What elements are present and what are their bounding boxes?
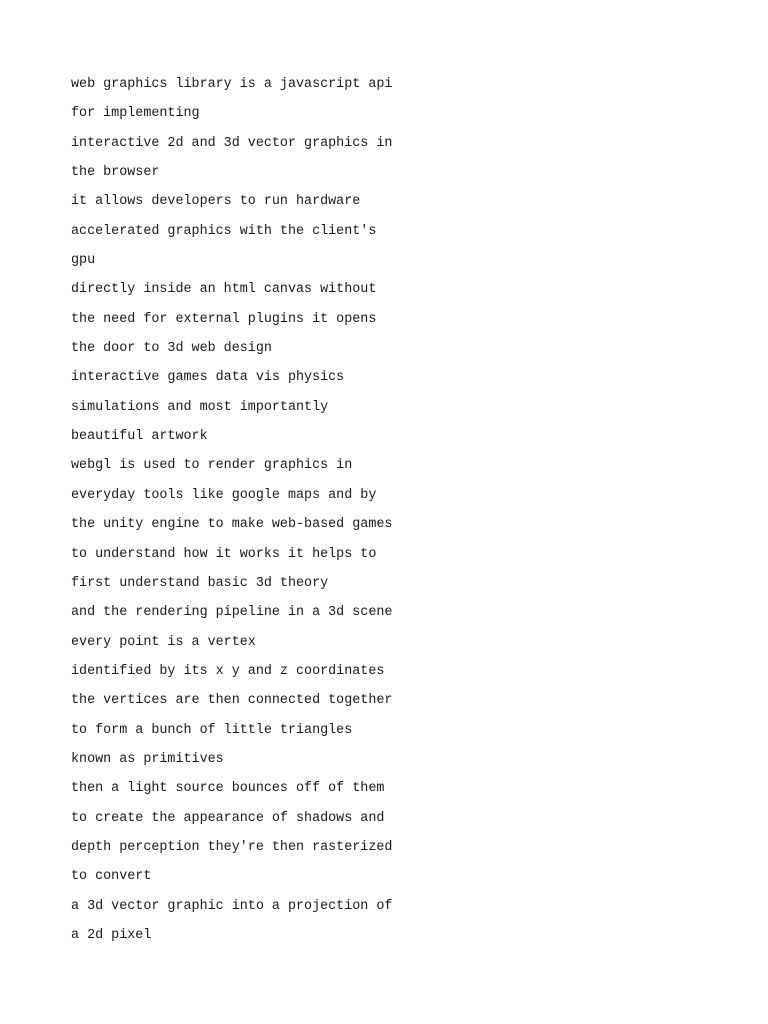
text-line: to understand how it works it helps to [71,546,377,562]
text-line: webgl is used to render graphics in [71,458,353,474]
transcript-text-block [71,70,731,950]
text-line: first understand basic 3d theory [71,575,329,591]
text-line: interactive games data vis physics [71,370,345,386]
text-line: for implementing [71,106,200,122]
text-line: every point is a vertex [71,634,256,650]
text-line: to form a bunch of little triangles [71,722,353,738]
text-line: simulations and most importantly [71,399,329,415]
text-line: to convert [71,869,152,885]
text-line: gpu [71,253,96,269]
text-line: the door to 3d web design [71,341,272,357]
text-line: accelerated graphics with the client's [71,223,377,239]
text-line: depth perception they're then rasterized [71,839,393,855]
text-line: everyday tools like google maps and by [71,487,377,503]
text-line: known as primitives [71,751,224,767]
text-line: beautiful artwork [71,429,208,445]
text-line: the browser [71,165,160,181]
text-line: and the rendering pipeline in a 3d scene [71,605,393,621]
text-line: directly inside an html canvas without [71,282,377,298]
text-line: to create the appearance of shadows and [71,810,385,826]
text-line: web graphics library is a javascript api [71,77,393,92]
text-line: a 3d vector graphic into a projection of [71,898,393,914]
text-line: the unity engine to make web-based games [71,517,393,533]
text-line: then a light source bounces off of them [71,781,385,797]
text-line: identified by its x y and z coordinates [71,663,385,679]
text-line: the need for external plugins it opens [71,311,377,327]
text-line: interactive 2d and 3d vector graphics in [71,135,393,151]
text-line: it allows developers to run hardware [71,194,361,210]
text-line: the vertices are then connected together [71,693,393,709]
text-line: a 2d pixel [71,927,152,943]
